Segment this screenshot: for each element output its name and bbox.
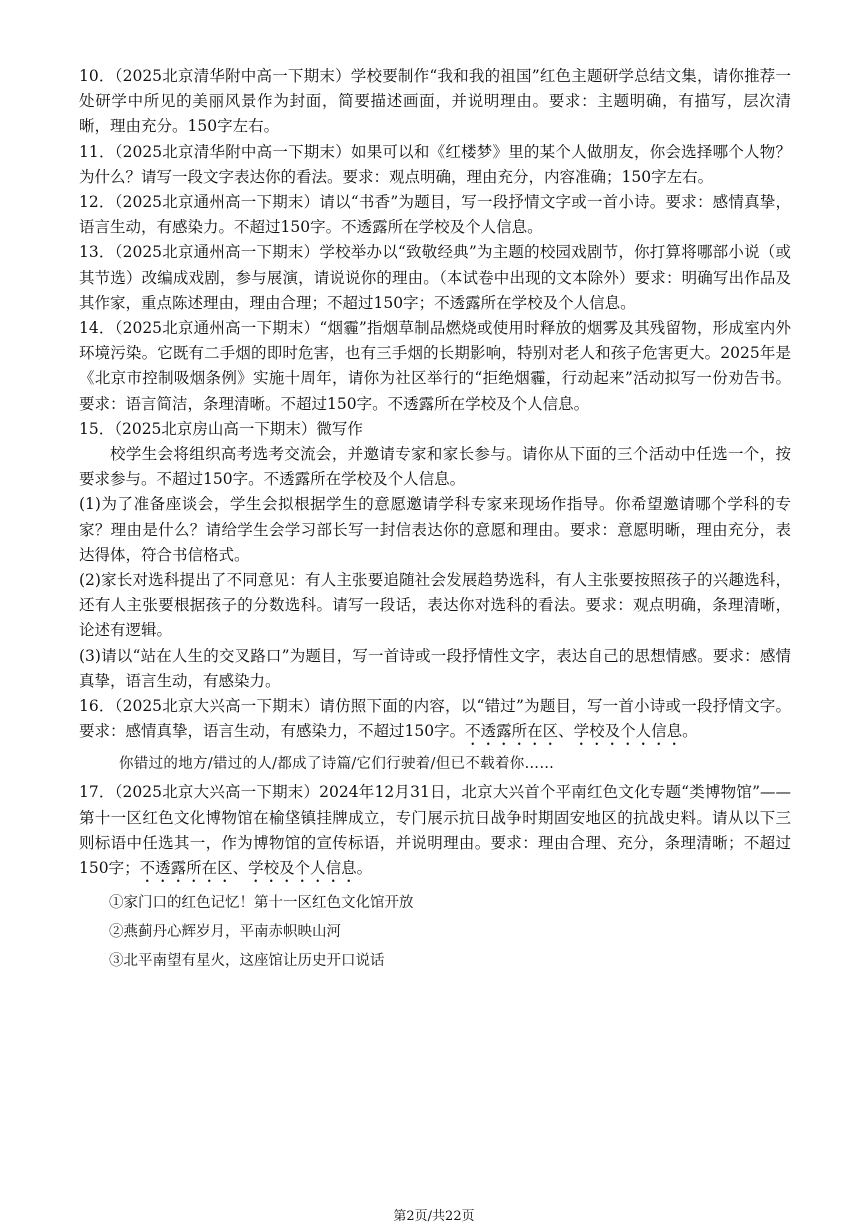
question-15-option-2: (2)家长对选科提出了不同意见：有人主张要追随社会发展趋势选科，有人主张要按照孩子的兴趣选科，还有人主张要根据孩子的分数选科。请写一段话，表达你对选科的看法。要求：观点明确，条理清晰，论述有逻辑。 bbox=[79, 571, 791, 640]
question-10: 10．（2025北京清华附中高一下期末）学校要制作“我和我的祖国”红色主题研学总结文集，请你推荐一处研学中所见的美丽风景作为封面，简要描述画面，并说明理由。要求：主题明确，有描写，层次清晰，理由充分。150字左右。 bbox=[79, 67, 791, 136]
question-15-option-1: (1)为了准备座谈会，学生会拟根据学生的意愿邀请学科专家来现场作指导。你希望邀请哪个学科的专家？理由是什么？请给学生会学习部长写一封信表达你的意愿和理由。要求：意愿明晰，理由充分，表达得体，符合书信格式。 bbox=[79, 495, 791, 564]
question-16-emphasis: 不透露所在区、学校及个人信息。 bbox=[465, 722, 698, 741]
question-12: 12．（2025北京通州高一下期末）请以“书香”为题目，写一段抒情文字或一首小诗。要求：感情真挚，语言生动，有感染力。不超过150字。不透露所在学校及个人信息。 bbox=[79, 193, 791, 237]
question-15-title: 15．（2025北京房山高一下期末）微写作 bbox=[79, 419, 363, 438]
question-16-text: 16．（2025北京大兴高一下期末）请仿照下面的内容，以“错过”为题目，写一首小诗或一段抒情文字。要求：感情真挚，语言生动，有感染力，不超过150字。 bbox=[79, 697, 791, 741]
question-17-emphasis: 不透露所在区、学校及个人信息。 bbox=[139, 859, 373, 878]
question-15-intro: 校学生会将组织高考选考交流会，并邀请专家和家长参与。请你从下面的三个活动中任选一个，按要求参与。不超过150字。不透露所在学校及个人信息。 bbox=[79, 445, 791, 489]
question-13: 13．（2025北京通州高一下期末）学校举办以“致敬经典”为主题的校园戏剧节，你打算将哪部小说（或其节选）改编成戏剧，参与展演，请说说你的理由。（本试卷中出现的文本除外）要求：明确写出作品及其作家，重点陈述理由，理由合理；不超过150字；不透露所在学校及个人信息。 bbox=[79, 243, 791, 312]
page-number: 第2页/共22页 bbox=[393, 1209, 475, 1224]
slogan-item: ①家门口的红色记忆！第十一区红色文化馆开放 bbox=[109, 895, 414, 912]
question-15-option-3: (3)请以“站在人生的交叉路口”为题目，写一首诗或一段抒情性文字，表达自己的思想情感。要求：感情真挚，语言生动，有感染力。 bbox=[79, 646, 791, 690]
question-17 bbox=[79, 780, 791, 886]
question-17-text: 17．（2025北京大兴高一下期末）2024年12月31日，北京大兴首个平南红色文化专题“类博物馆”——第十一区红色文化博物馆在榆垡镇挂牌成立，专门展示抗日战争时期固安地区的抗战史料。请从以下三则标语中任选其一，作为博物馆的宣传标语，并说明理由。要求：理由合理、充分，条理清晰；不超过150字； bbox=[79, 783, 791, 878]
question-list bbox=[79, 64, 791, 979]
slogan-item: ③北平南望有星火，这座馆让历史开口说话 bbox=[109, 953, 385, 970]
slogan-item: ②燕蓟丹心辉岁月，平南赤帜映山河 bbox=[109, 924, 341, 941]
question-16-example-poem: 你错过的地方/错过的人/都成了诗篇/它们行驶着/但已不载着你…… bbox=[119, 756, 555, 773]
slogan-list bbox=[79, 889, 791, 976]
question-11: 11．（2025北京清华附中高一下期末）如果可以和《红楼梦》里的某个人做朋友，你会选择哪个人物？为什么？请写一段文字表达你的看法。要求：观点明确，理由充分，内容准确；150字左右。 bbox=[79, 142, 791, 186]
question-16 bbox=[79, 694, 791, 749]
question-14: 14．（2025北京通州高一下期末）“烟霾”指烟草制品燃烧或使用时释放的烟雾及其残留物，形成室内外环境污染。它既有二手烟的即时危害，也有三手烟的长期影响，特别对老人和孩子危害更大。2025年是《北京市控制吸烟条例》实施十周年，请你为社区举行的“拒绝烟霾，行动起来”活动拟写一份劝告书。要求：语言简洁，条理清晰。不超过150字。不透露所在学校及个人信息。 bbox=[79, 319, 791, 413]
